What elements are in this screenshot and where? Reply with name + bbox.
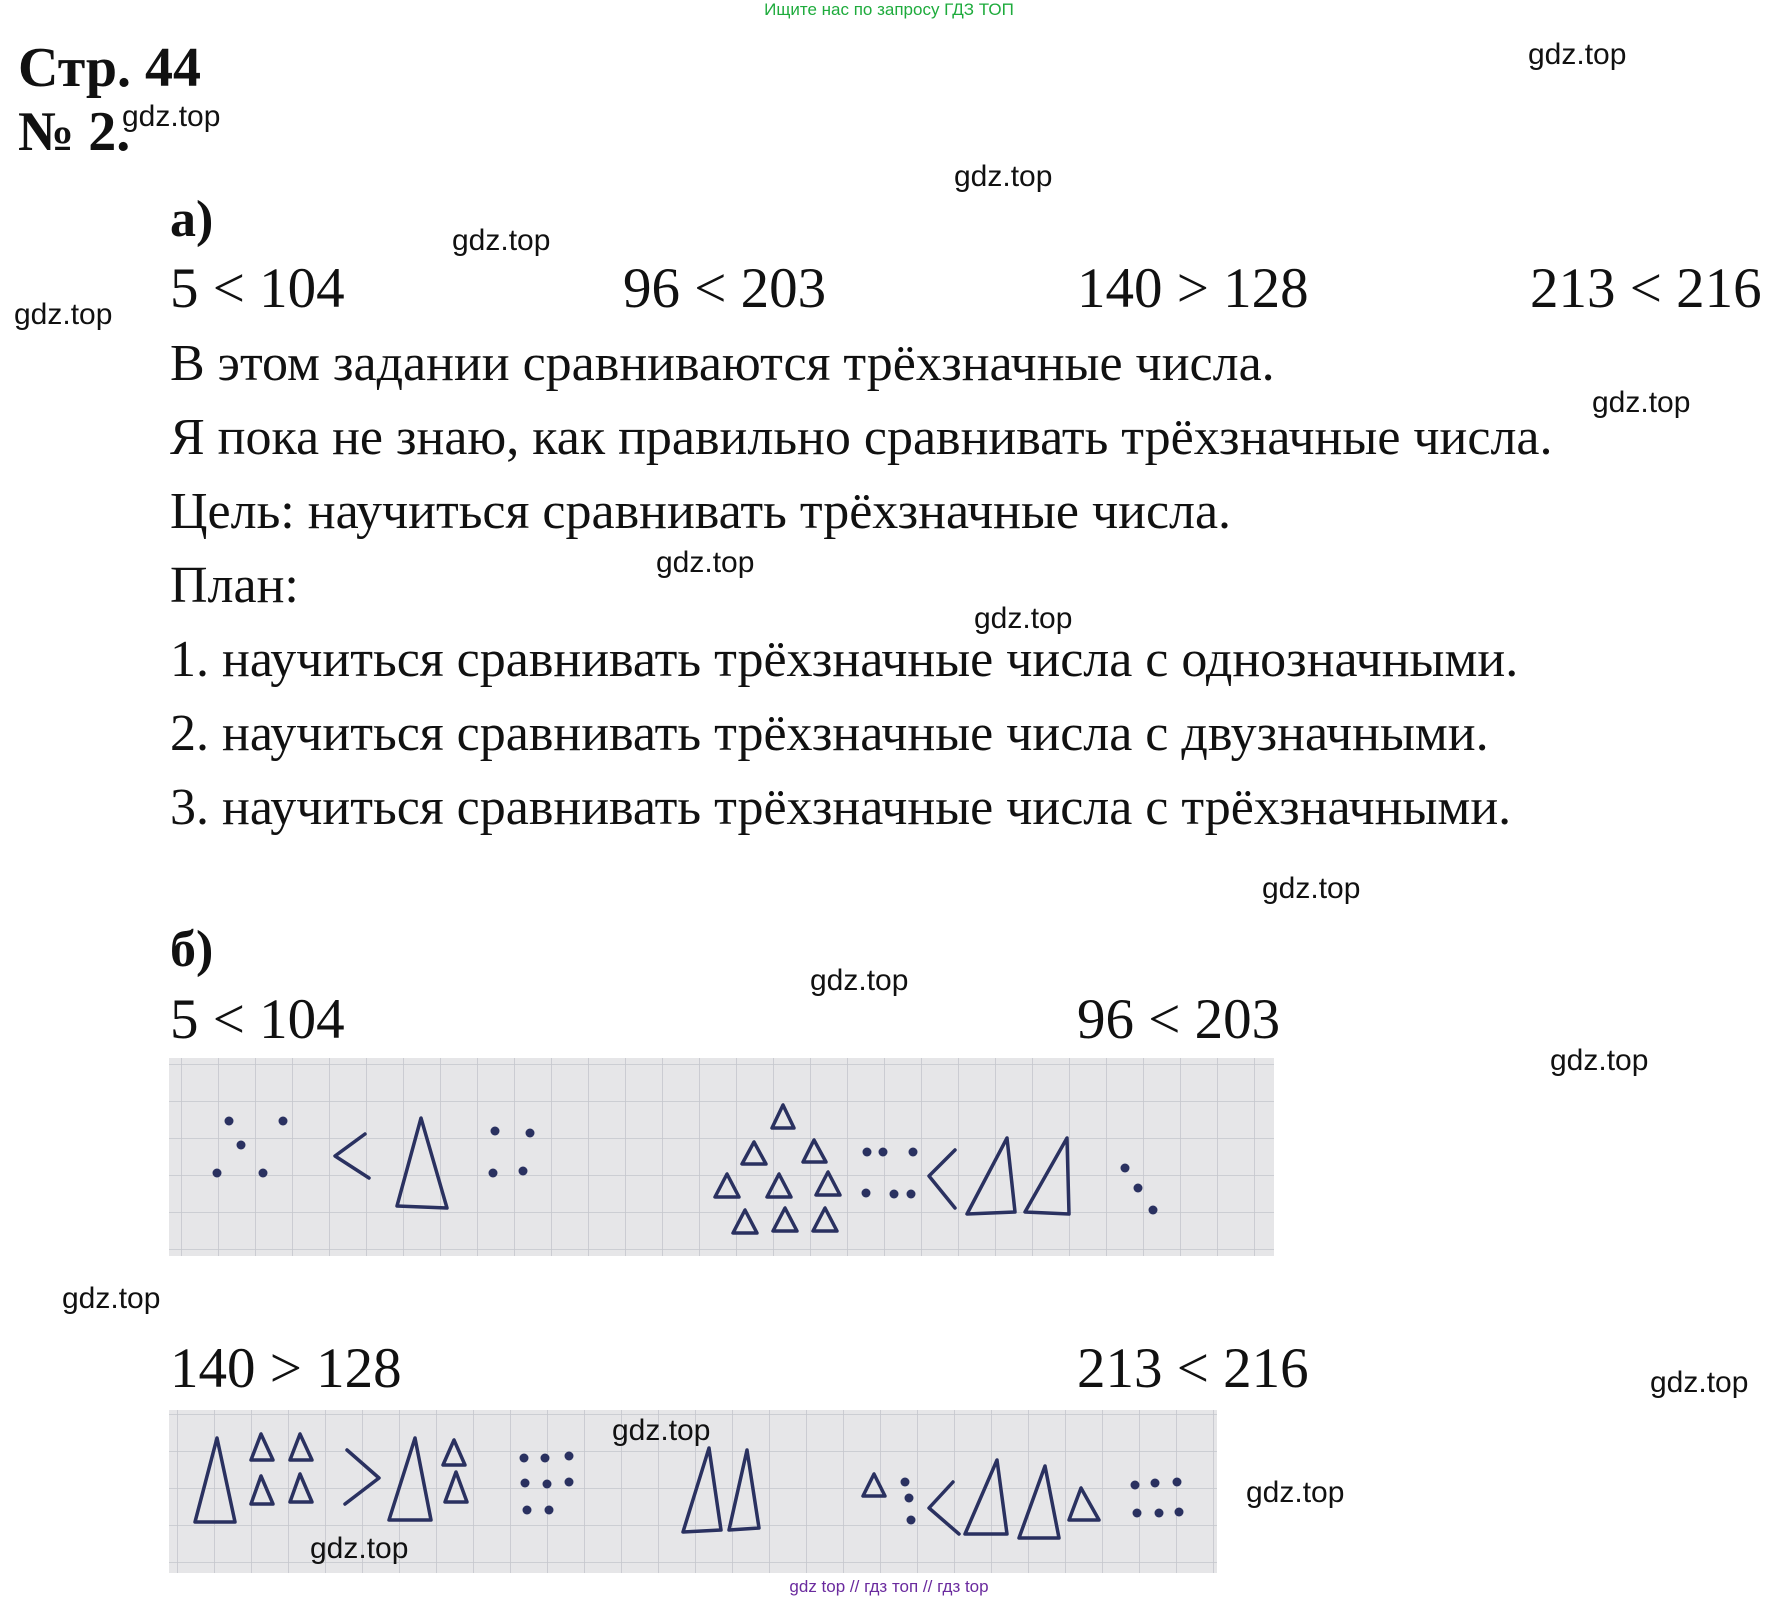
watermark: gdz.top (1246, 1476, 1345, 1509)
grid-drawing (169, 1058, 1274, 1256)
watermark: gdz.top (14, 298, 113, 331)
watermark: gdz.top (1550, 1044, 1649, 1077)
comparison-a-4: 213 < 216 (1530, 257, 1762, 320)
watermark: gdz.top (656, 546, 755, 579)
comparison-b-3: 140 > 128 (170, 1337, 402, 1400)
watermark: gdz.top (1592, 386, 1691, 419)
plan-item: 3. научиться сравнивать трёхзначные числа с трёхзначными. (170, 779, 1512, 836)
footer-links[interactable]: gdz top // гдз топ // гдз top (789, 1577, 989, 1596)
promo-banner[interactable]: Ищите нас по запросу ГДЗ ТОП (764, 0, 1014, 19)
comparison-a-1: 5 < 104 (170, 257, 345, 320)
watermark: gdz.top (62, 1282, 161, 1315)
comparison-b-2: 96 < 203 (1077, 988, 1281, 1051)
comparison-a-2: 96 < 203 (623, 257, 827, 320)
text-line: Я пока не знаю, как правильно сравнивать трёхзначные числа. (170, 409, 1553, 466)
goal-line: Цель: научиться сравнивать трёхзначные числа. (170, 483, 1232, 540)
plan-heading: План: (170, 557, 299, 614)
watermark: gdz.top (122, 100, 221, 133)
comparison-b-1: 5 < 104 (170, 988, 345, 1051)
watermark: gdz.top (974, 602, 1073, 635)
watermark: gdz.top (1262, 872, 1361, 905)
text-line: В этом задании сравниваются трёхзначные числа. (170, 335, 1275, 392)
page-title: Стр. 44 (18, 37, 202, 99)
drawing-photo-1 (169, 1058, 1274, 1256)
part-b-label: б) (170, 921, 214, 978)
comparison-a-3: 140 > 128 (1077, 257, 1309, 320)
watermark: gdz.top (452, 224, 551, 257)
watermark: gdz.top (310, 1532, 409, 1565)
watermark: gdz.top (612, 1414, 711, 1447)
part-a-label: а) (170, 191, 214, 248)
watermark: gdz.top (1528, 38, 1627, 71)
comparison-b-4: 213 < 216 (1077, 1337, 1309, 1400)
plan-item: 1. научиться сравнивать трёхзначные числа с однозначными. (170, 631, 1519, 688)
watermark: gdz.top (810, 964, 909, 997)
task-number: № 2. (18, 101, 131, 163)
watermark: gdz.top (954, 160, 1053, 193)
plan-item: 2. научиться сравнивать трёхзначные числа с двузначными. (170, 705, 1489, 762)
watermark: gdz.top (1650, 1366, 1749, 1399)
